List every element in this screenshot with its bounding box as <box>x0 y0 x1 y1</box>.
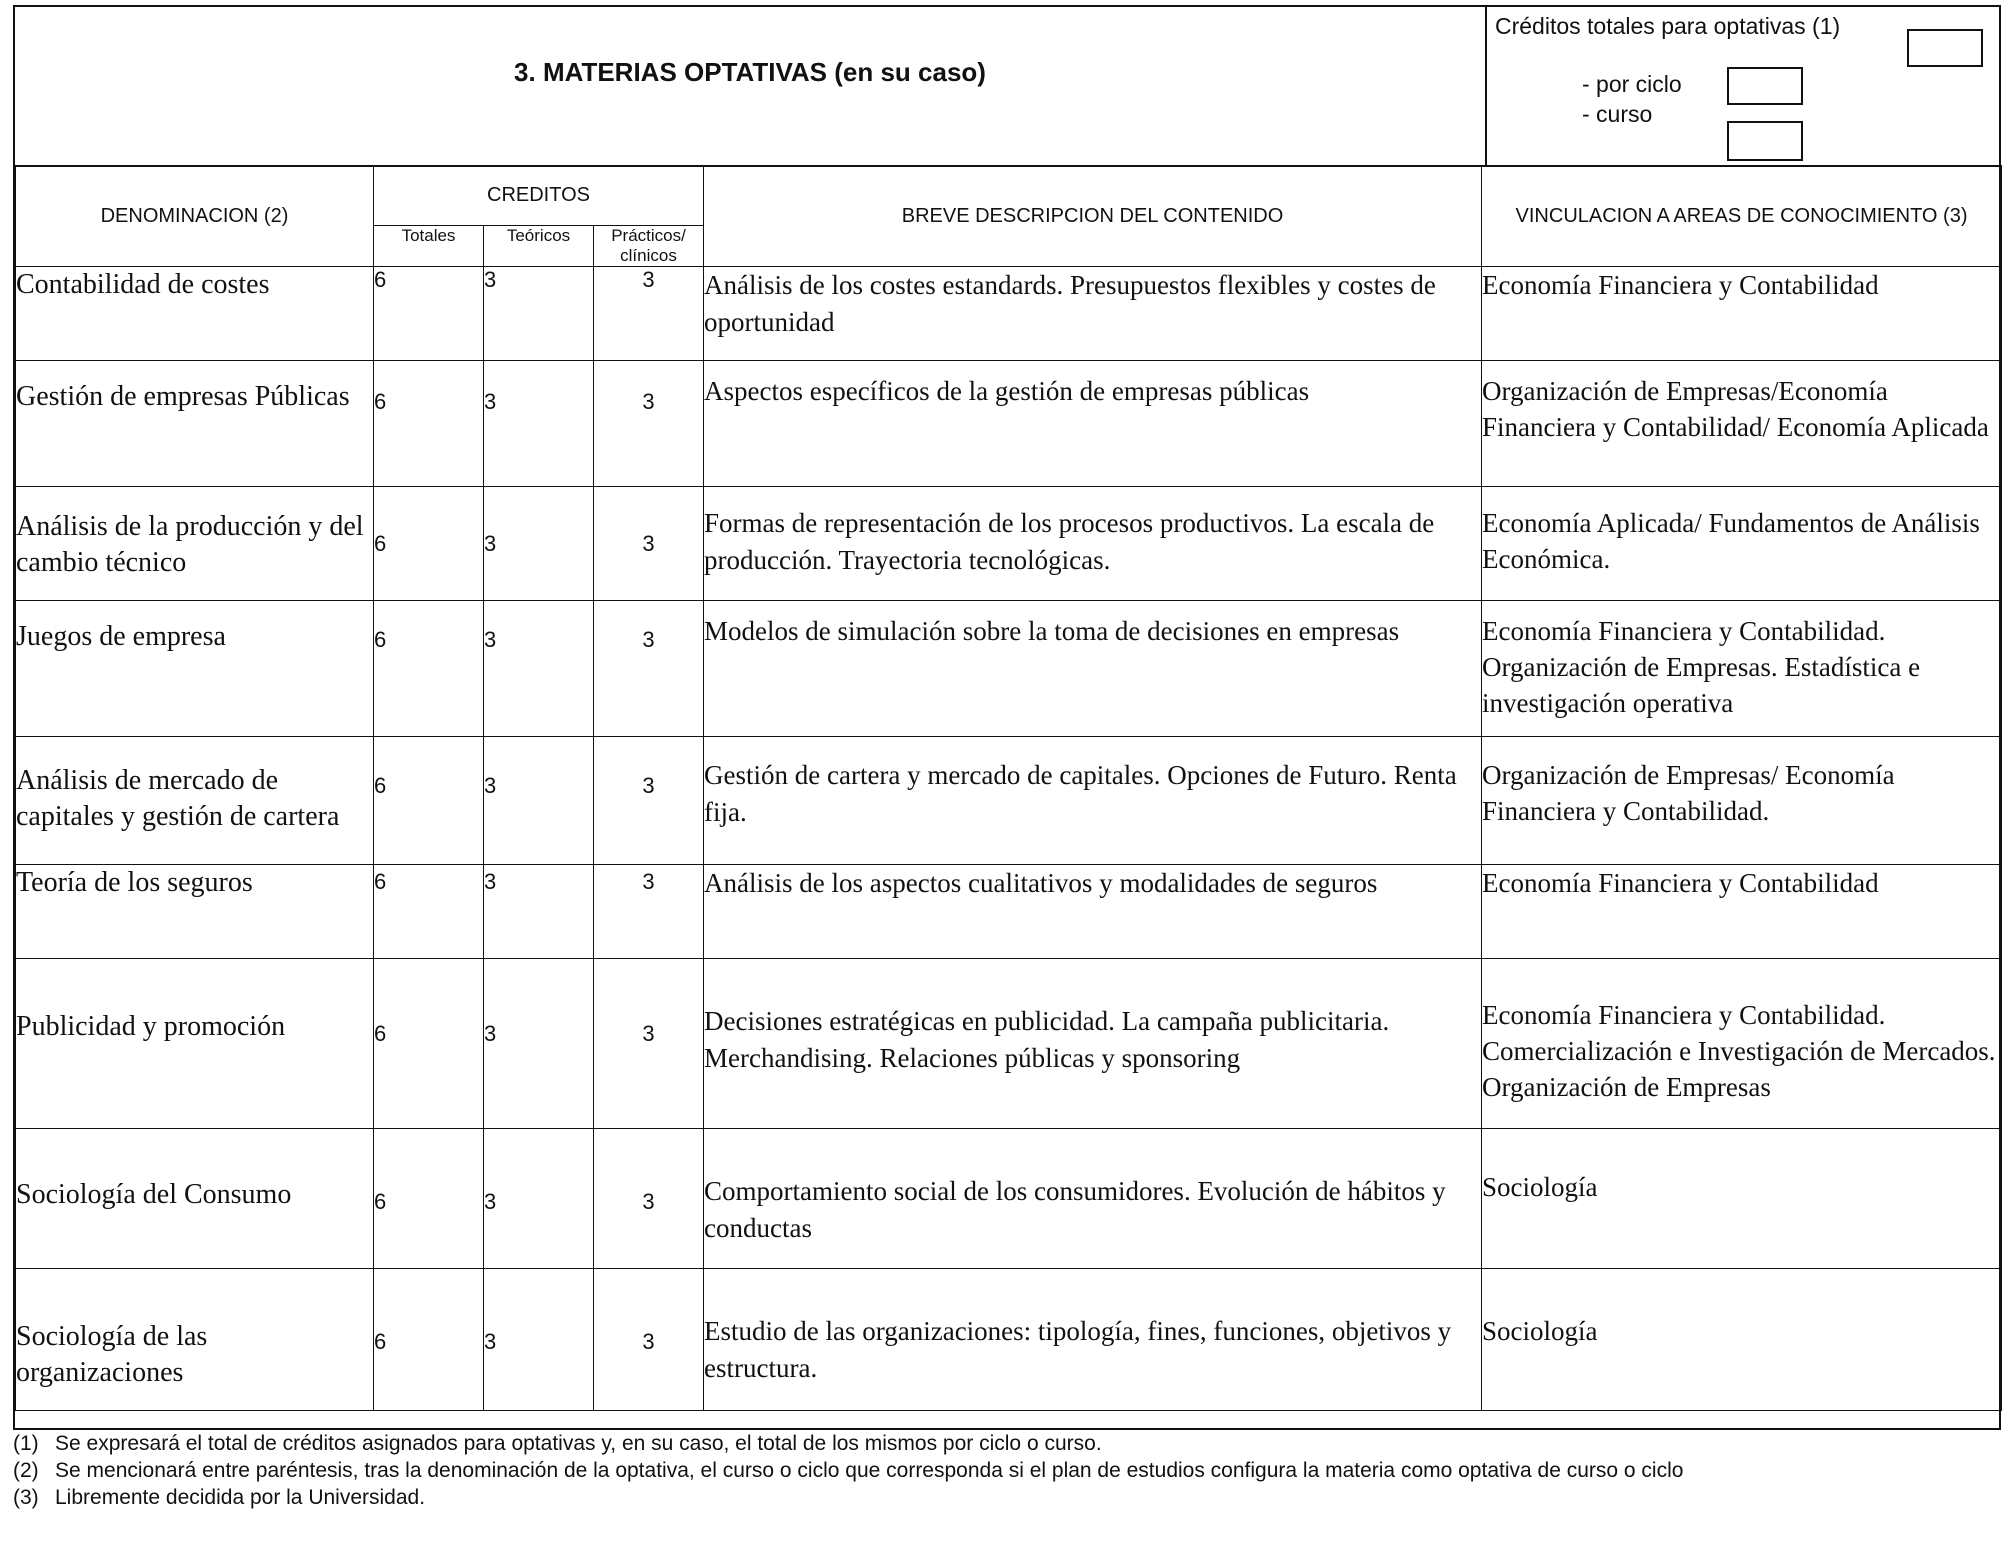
row-denominacion: Análisis de la producción y del cambio técnico <box>16 487 374 601</box>
row-area: Economía Financiera y Contabilidad. Comercialización e Investigación de Mercados. Organización de Empresas <box>1482 959 2002 1129</box>
col-practicos: Prácticos/ clínicos <box>594 226 704 267</box>
row-descripcion: Análisis de los aspectos cualitativos y modalidades de seguros <box>704 865 1482 959</box>
row-totales: 6 <box>374 737 484 865</box>
row-totales: 6 <box>374 361 484 487</box>
table-row <box>16 737 2002 865</box>
row-practicos: 3 <box>594 267 704 361</box>
row-descripcion: Comportamiento social de los consumidores. Evolución de hábitos y conductas <box>704 1129 1482 1269</box>
row-descripcion: Modelos de simulación sobre la toma de decisiones en empresas <box>704 601 1482 737</box>
table-row <box>16 601 2002 737</box>
row-area: Economía Financiera y Contabilidad <box>1482 267 2002 361</box>
row-practicos: 3 <box>594 601 704 737</box>
col-vinculacion: VINCULACION A AREAS DE CONOCIMIENTO (3) <box>1482 166 2002 267</box>
col-totales: Totales <box>374 226 484 267</box>
table-row <box>16 865 2002 959</box>
row-teoricos: 3 <box>484 487 594 601</box>
row-denominacion: Sociología de las organizaciones <box>16 1269 374 1411</box>
table-row <box>16 267 2002 361</box>
row-practicos: 3 <box>594 487 704 601</box>
row-teoricos: 3 <box>484 1129 594 1269</box>
footnote-number: (1) <box>13 1432 39 1455</box>
por-ciclo-box[interactable] <box>1727 67 1803 105</box>
footnote-text: Libremente decidida por la Universidad. <box>55 1486 426 1509</box>
credit-totals-panel <box>1485 7 2001 165</box>
row-totales: 6 <box>374 1269 484 1411</box>
row-area: Economía Financiera y Contabilidad <box>1482 865 2002 959</box>
table-row <box>16 361 2002 487</box>
col-denominacion: DENOMINACION (2) <box>16 166 374 267</box>
row-descripcion: Formas de representación de los procesos productivos. La escala de producción. Trayectoria tecnológicas. <box>704 487 1482 601</box>
row-totales: 6 <box>374 1129 484 1269</box>
row-practicos: 3 <box>594 1129 704 1269</box>
row-descripcion: Gestión de cartera y mercado de capitales. Opciones de Futuro. Renta fija. <box>704 737 1482 865</box>
footnote-number: (3) <box>13 1486 39 1509</box>
footnote <box>13 1430 1973 1457</box>
creditos-totales-label: Créditos totales para optativas (1) <box>1495 13 1841 39</box>
row-denominacion: Contabilidad de costes <box>16 267 374 361</box>
footnote-text: Se expresará el total de créditos asignados para optativas y, en su caso, el total de los mismos por ciclo o curso. <box>55 1432 1102 1455</box>
footnote <box>13 1484 1973 1511</box>
col-teoricos: Teóricos <box>484 226 594 267</box>
row-area: Economía Aplicada/ Fundamentos de Análisis Económica. <box>1482 487 2002 601</box>
creditos-totales-box[interactable] <box>1907 29 1983 67</box>
form-header <box>15 7 1999 167</box>
row-descripcion: Decisiones estratégicas en publicidad. La campaña publicitaria. Merchandising. Relaciones públicas y sponsoring <box>704 959 1482 1129</box>
row-totales: 6 <box>374 959 484 1129</box>
row-area: Sociología <box>1482 1269 2002 1411</box>
row-denominacion: Gestión de empresas Públicas <box>16 361 374 487</box>
row-practicos: 3 <box>594 865 704 959</box>
col-creditos: CREDITOS <box>374 166 704 226</box>
row-teoricos: 3 <box>484 959 594 1129</box>
row-practicos: 3 <box>594 959 704 1129</box>
optativas-table <box>15 165 2002 1411</box>
table-row <box>16 487 2002 601</box>
row-area: Sociología <box>1482 1129 2002 1269</box>
footnote-text: Se mencionará entre paréntesis, tras la denominación de la optativa, el curso o ciclo que corresponda si el plan de estudios configura la materia como optativa de curso o ciclo <box>55 1459 1684 1482</box>
table-row <box>16 959 2002 1129</box>
table-row <box>16 1269 2002 1411</box>
row-area: Organización de Empresas/ Economía Financiera y Contabilidad. <box>1482 737 2002 865</box>
row-descripcion: Aspectos específicos de la gestión de empresas públicas <box>704 361 1482 487</box>
row-totales: 6 <box>374 865 484 959</box>
page-title: 3. MATERIAS OPTATIVAS (en su caso) <box>514 57 986 87</box>
row-practicos: 3 <box>594 1269 704 1411</box>
row-teoricos: 3 <box>484 1269 594 1411</box>
col-descripcion: BREVE DESCRIPCION DEL CONTENIDO <box>704 166 1482 267</box>
row-teoricos: 3 <box>484 361 594 487</box>
row-area: Organización de Empresas/Economía Financiera y Contabilidad/ Economía Aplicada <box>1482 361 2002 487</box>
row-denominacion: Juegos de empresa <box>16 601 374 737</box>
row-totales: 6 <box>374 601 484 737</box>
optativas-form <box>13 5 2001 1430</box>
row-area: Economía Financiera y Contabilidad. Organización de Empresas. Estadística e investigación operativa <box>1482 601 2002 737</box>
row-teoricos: 3 <box>484 865 594 959</box>
row-descripcion: Estudio de las organizaciones: tipología, fines, funciones, objetivos y estructura. <box>704 1269 1482 1411</box>
footnote <box>13 1457 1973 1484</box>
footnote-number: (2) <box>13 1459 39 1482</box>
curso-box[interactable] <box>1727 121 1803 161</box>
row-descripcion: Análisis de los costes estandards. Presupuestos flexibles y costes de oportunidad <box>704 267 1482 361</box>
row-denominacion: Teoría de los seguros <box>16 865 374 959</box>
row-totales: 6 <box>374 267 484 361</box>
table-row <box>16 1129 2002 1269</box>
row-teoricos: 3 <box>484 267 594 361</box>
row-denominacion: Sociología del Consumo <box>16 1129 374 1269</box>
row-practicos: 3 <box>594 737 704 865</box>
row-teoricos: 3 <box>484 601 594 737</box>
row-totales: 6 <box>374 487 484 601</box>
footnotes <box>13 1430 1973 1511</box>
row-denominacion: Análisis de mercado de capitales y gestión de cartera <box>16 737 374 865</box>
row-denominacion: Publicidad y promoción <box>16 959 374 1129</box>
row-practicos: 3 <box>594 361 704 487</box>
por-ciclo-label: - por ciclo <box>1582 71 1682 97</box>
row-teoricos: 3 <box>484 737 594 865</box>
curso-label: - curso <box>1582 101 1653 127</box>
